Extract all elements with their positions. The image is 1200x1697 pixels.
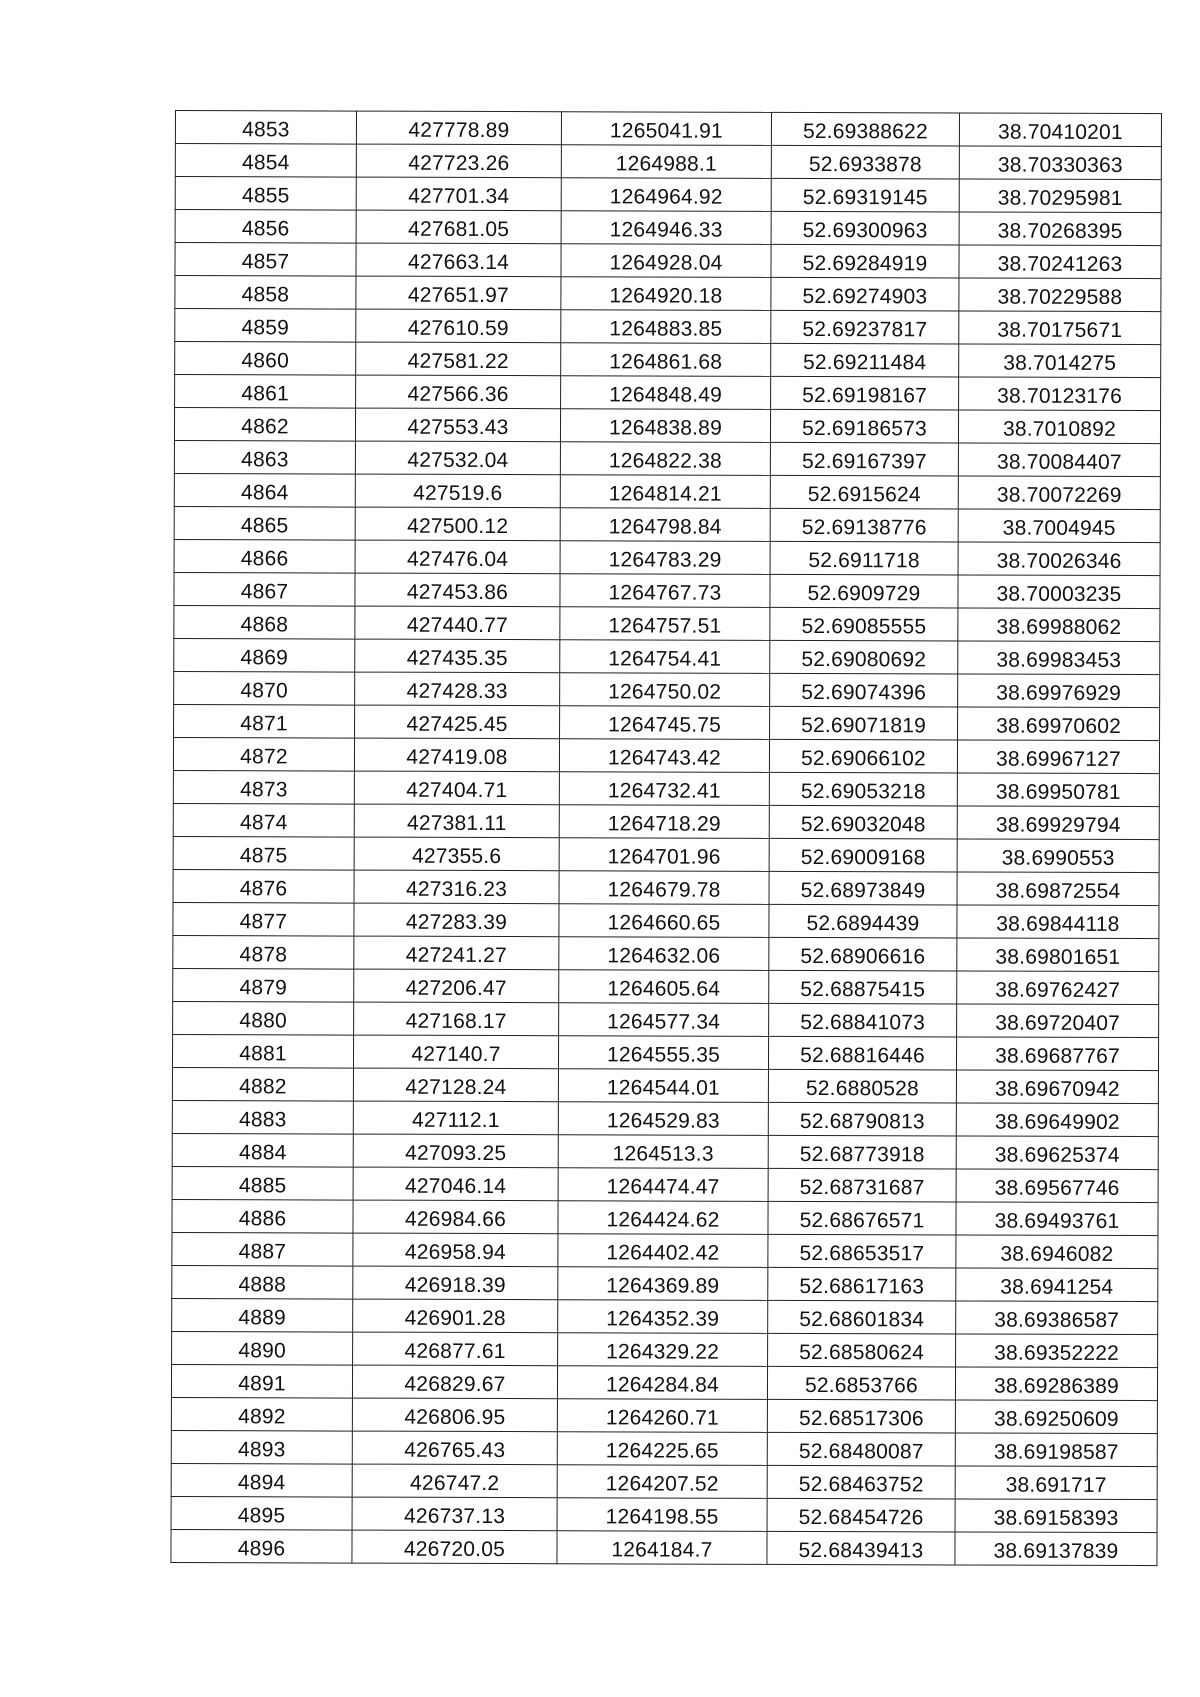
y-coordinate-cell: 1264920.18 [561,277,771,311]
latitude-cell: 52.69211484 [771,343,959,377]
latitude-cell: 52.68790813 [768,1102,956,1136]
y-coordinate-cell: 1264329.22 [558,1333,768,1367]
longitude-cell: 38.691717 [955,1466,1157,1500]
table-row [173,803,1159,839]
longitude-cell: 38.69649902 [956,1103,1158,1137]
longitude-cell: 38.69198587 [955,1433,1157,1467]
table-row [172,1298,1158,1334]
latitude-cell: 52.69071819 [770,706,958,740]
latitude-cell: 52.6909729 [770,574,958,608]
table-row [173,869,1159,905]
longitude-cell: 38.70003235 [958,575,1160,609]
point-number-cell: 4875 [173,836,354,870]
y-coordinate-cell: 1264660.65 [559,904,769,938]
table-row [175,342,1161,378]
table-row [173,968,1159,1004]
table-row [172,1100,1158,1136]
y-coordinate-cell: 1264260.71 [557,1399,767,1433]
latitude-cell: 52.69300963 [771,211,959,245]
latitude-cell: 52.68875415 [769,970,957,1004]
y-coordinate-cell: 1264225.65 [557,1432,767,1466]
x-coordinate-cell: 427128.24 [353,1068,558,1102]
coordinates-table-body [171,111,1162,1566]
longitude-cell: 38.69386587 [956,1301,1158,1335]
x-coordinate-cell: 426918.39 [353,1266,558,1300]
longitude-cell: 38.69625374 [956,1136,1158,1170]
point-number-cell: 4877 [173,902,354,936]
x-coordinate-cell: 427519.6 [355,474,560,508]
x-coordinate-cell: 426984.66 [353,1200,558,1234]
x-coordinate-cell: 427681.05 [356,210,561,244]
latitude-cell: 52.69198167 [771,376,959,410]
x-coordinate-cell: 427428.33 [355,672,560,706]
table-row [172,1034,1158,1070]
table-row [173,902,1159,938]
latitude-cell: 52.69138776 [770,508,958,542]
longitude-cell: 38.69137839 [955,1532,1157,1566]
point-number-cell: 4860 [175,342,356,376]
point-number-cell: 4888 [172,1265,353,1299]
y-coordinate-cell: 1264946.33 [561,211,771,245]
latitude-cell: 52.69085555 [770,607,958,641]
table-row [175,177,1161,213]
point-number-cell: 4876 [173,869,354,903]
table-row [175,210,1161,246]
latitude-cell: 52.68653517 [768,1234,956,1268]
x-coordinate-cell: 427404.71 [354,771,559,805]
point-number-cell: 4887 [172,1232,353,1266]
table-row [173,737,1159,773]
point-number-cell: 4865 [174,506,355,540]
latitude-cell: 52.69053218 [769,772,957,806]
latitude-cell: 52.68773918 [768,1135,956,1169]
point-number-cell: 4868 [174,605,355,639]
y-coordinate-cell: 1264184.7 [557,1531,767,1565]
y-coordinate-cell: 1264555.35 [558,1036,768,1070]
table-row [171,1364,1157,1400]
table-row [174,408,1160,444]
longitude-cell: 38.69158393 [955,1499,1157,1533]
latitude-cell: 52.6911718 [770,541,958,575]
longitude-cell: 38.69983453 [958,641,1160,675]
table-row [175,276,1161,312]
point-number-cell: 4881 [172,1034,353,1068]
latitude-cell: 52.69284919 [771,244,959,278]
longitude-cell: 38.70241263 [959,245,1161,279]
y-coordinate-cell: 1264284.84 [557,1366,767,1400]
y-coordinate-cell: 1264754.41 [560,640,770,674]
x-coordinate-cell: 427206.47 [354,969,559,1003]
table-row [174,638,1160,674]
latitude-cell: 52.69319145 [771,178,959,212]
table-row [172,1166,1158,1202]
longitude-cell: 38.69872554 [957,872,1159,906]
table-row [174,671,1160,707]
x-coordinate-cell: 426958.94 [353,1233,558,1267]
longitude-cell: 38.69250609 [955,1400,1157,1434]
latitude-cell: 52.69032048 [769,805,957,839]
latitude-cell: 52.68906616 [769,937,957,971]
table-row [174,539,1160,575]
table-row [175,309,1161,345]
y-coordinate-cell: 1265041.91 [561,112,771,146]
x-coordinate-cell: 426901.28 [353,1299,558,1333]
latitude-cell: 52.68731687 [768,1168,956,1202]
latitude-cell: 52.6880528 [768,1069,956,1103]
x-coordinate-cell: 427581.22 [356,342,561,376]
point-number-cell: 4892 [171,1397,352,1431]
y-coordinate-cell: 1264402.42 [558,1234,768,1268]
y-coordinate-cell: 1264798.84 [560,508,770,542]
point-number-cell: 4862 [174,408,355,442]
longitude-cell: 38.7004945 [958,509,1160,543]
y-coordinate-cell: 1264861.68 [561,343,771,377]
point-number-cell: 4882 [172,1067,353,1101]
y-coordinate-cell: 1264988.1 [561,145,771,179]
longitude-cell: 38.70295981 [959,179,1161,213]
x-coordinate-cell: 427435.35 [355,639,560,673]
y-coordinate-cell: 1264964.92 [561,178,771,212]
point-number-cell: 4890 [172,1331,353,1365]
longitude-cell: 38.69988062 [958,608,1160,642]
point-number-cell: 4880 [173,1001,354,1035]
longitude-cell: 38.6990553 [957,839,1159,873]
y-coordinate-cell: 1264544.01 [558,1069,768,1103]
latitude-cell: 52.6915624 [770,475,958,509]
point-number-cell: 4861 [175,375,356,409]
x-coordinate-cell: 427566.36 [356,375,561,409]
x-coordinate-cell: 427046.14 [353,1167,558,1201]
x-coordinate-cell: 427425.45 [355,705,560,739]
point-number-cell: 4883 [172,1100,353,1134]
point-number-cell: 4869 [174,638,355,672]
point-number-cell: 4858 [175,276,356,310]
point-number-cell: 4870 [174,671,355,705]
point-number-cell: 4874 [173,803,354,837]
y-coordinate-cell: 1264928.04 [561,244,771,278]
table-row [172,1067,1158,1103]
point-number-cell: 4884 [172,1133,353,1167]
point-number-cell: 4853 [175,111,356,145]
y-coordinate-cell: 1264767.73 [560,574,770,608]
table-row [175,111,1161,147]
longitude-cell: 38.69567746 [956,1169,1158,1203]
x-coordinate-cell: 427778.89 [356,111,561,145]
table-row [171,1529,1157,1565]
longitude-cell: 38.69844118 [957,905,1159,939]
x-coordinate-cell: 427241.27 [354,936,559,970]
x-coordinate-cell: 426765.43 [352,1431,557,1465]
longitude-cell: 38.70084407 [958,443,1160,477]
longitude-cell: 38.7014275 [959,344,1161,378]
y-coordinate-cell: 1264822.38 [560,442,770,476]
latitude-cell: 52.68454726 [767,1498,955,1532]
longitude-cell: 38.6946082 [956,1235,1158,1269]
point-number-cell: 4863 [174,440,355,474]
y-coordinate-cell: 1264757.51 [560,607,770,641]
table-row [172,1265,1158,1301]
x-coordinate-cell: 427355.6 [354,837,559,871]
y-coordinate-cell: 1264743.42 [559,739,769,773]
x-coordinate-cell: 427093.25 [353,1134,558,1168]
y-coordinate-cell: 1264783.29 [560,541,770,575]
longitude-cell: 38.70123176 [959,377,1161,411]
longitude-cell: 38.69762427 [957,971,1159,1005]
latitude-cell: 52.68580624 [768,1333,956,1367]
x-coordinate-cell: 427381.11 [354,804,559,838]
table-row [174,605,1160,641]
latitude-cell: 52.68617163 [768,1267,956,1301]
latitude-cell: 52.69388622 [771,112,959,146]
longitude-cell: 38.7010892 [958,410,1160,444]
point-number-cell: 4857 [175,243,356,277]
point-number-cell: 4886 [172,1199,353,1233]
point-number-cell: 4889 [172,1298,353,1332]
latitude-cell: 52.68676571 [768,1201,956,1235]
y-coordinate-cell: 1264424.62 [558,1201,768,1235]
x-coordinate-cell: 427168.17 [354,1002,559,1036]
latitude-cell: 52.69066102 [769,739,957,773]
coordinates-table [170,110,1162,1566]
y-coordinate-cell: 1264745.75 [560,706,770,740]
x-coordinate-cell: 426720.05 [352,1530,557,1564]
point-number-cell: 4871 [174,704,355,738]
x-coordinate-cell: 427610.59 [356,309,561,343]
longitude-cell: 38.70175671 [959,311,1161,345]
x-coordinate-cell: 426737.13 [352,1497,557,1531]
y-coordinate-cell: 1264207.52 [557,1465,767,1499]
longitude-cell: 38.70410201 [959,113,1161,147]
latitude-cell: 52.69074396 [770,673,958,707]
longitude-cell: 38.69929794 [957,806,1159,840]
table-row [172,1331,1158,1367]
point-number-cell: 4894 [171,1463,352,1497]
x-coordinate-cell: 427500.12 [355,507,560,541]
x-coordinate-cell: 427453.86 [355,573,560,607]
x-coordinate-cell: 427663.14 [356,243,561,277]
y-coordinate-cell: 1264632.06 [559,937,769,971]
table-row [171,1496,1157,1532]
point-number-cell: 4879 [173,968,354,1002]
latitude-cell: 52.68439413 [767,1531,955,1565]
latitude-cell: 52.68463752 [767,1465,955,1499]
longitude-cell: 38.6941254 [956,1268,1158,1302]
x-coordinate-cell: 427316.23 [354,870,559,904]
longitude-cell: 38.70229588 [959,278,1161,312]
y-coordinate-cell: 1264352.39 [558,1300,768,1334]
longitude-cell: 38.69950781 [957,773,1159,807]
y-coordinate-cell: 1264732.41 [559,772,769,806]
table-row [172,1133,1158,1169]
y-coordinate-cell: 1264198.55 [557,1498,767,1532]
table-row [174,440,1160,476]
point-number-cell: 4885 [172,1166,353,1200]
table-row [174,473,1160,509]
x-coordinate-cell: 426877.61 [353,1332,558,1366]
x-coordinate-cell: 427140.7 [353,1035,558,1069]
point-number-cell: 4896 [171,1529,352,1563]
longitude-cell: 38.70268395 [959,212,1161,246]
y-coordinate-cell: 1264679.78 [559,871,769,905]
table-row [174,572,1160,608]
point-number-cell: 4872 [173,737,354,771]
table-row [173,836,1159,872]
longitude-cell: 38.69976929 [958,674,1160,708]
y-coordinate-cell: 1264369.89 [558,1267,768,1301]
table-row [173,935,1159,971]
longitude-cell: 38.69687767 [956,1037,1158,1071]
latitude-cell: 52.69237817 [771,310,959,344]
latitude-cell: 52.6894439 [769,904,957,938]
x-coordinate-cell: 426747.2 [352,1464,557,1498]
x-coordinate-cell: 427532.04 [355,441,560,475]
y-coordinate-cell: 1264577.34 [559,1003,769,1037]
point-number-cell: 4859 [175,309,356,343]
longitude-cell: 38.69670942 [956,1070,1158,1104]
x-coordinate-cell: 427440.77 [355,606,560,640]
x-coordinate-cell: 427723.26 [356,144,561,178]
x-coordinate-cell: 427651.97 [356,276,561,310]
table-row [171,1463,1157,1499]
table-row [175,243,1161,279]
longitude-cell: 38.69970602 [958,707,1160,741]
latitude-cell: 52.68601834 [768,1300,956,1334]
table-row [174,704,1160,740]
latitude-cell: 52.69167397 [770,442,958,476]
longitude-cell: 38.69967127 [957,740,1159,774]
y-coordinate-cell: 1264750.02 [560,673,770,707]
y-coordinate-cell: 1264718.29 [559,805,769,839]
point-number-cell: 4867 [174,572,355,606]
y-coordinate-cell: 1264883.85 [561,310,771,344]
table-row [172,1199,1158,1235]
x-coordinate-cell: 427112.1 [353,1101,558,1135]
longitude-cell: 38.70330363 [959,146,1161,180]
x-coordinate-cell: 427553.43 [355,408,560,442]
y-coordinate-cell: 1264513.3 [558,1135,768,1169]
y-coordinate-cell: 1264529.83 [558,1102,768,1136]
table-row [171,1397,1157,1433]
x-coordinate-cell: 426829.67 [352,1365,557,1399]
longitude-cell: 38.69720407 [957,1004,1159,1038]
table-row [172,1232,1158,1268]
longitude-cell: 38.69286389 [955,1367,1157,1401]
point-number-cell: 4893 [171,1430,352,1464]
latitude-cell: 52.69274903 [771,277,959,311]
latitude-cell: 52.69186573 [770,409,958,443]
longitude-cell: 38.69493761 [956,1202,1158,1236]
latitude-cell: 52.69009168 [769,838,957,872]
longitude-cell: 38.69352222 [956,1334,1158,1368]
y-coordinate-cell: 1264701.96 [559,838,769,872]
table-row [174,506,1160,542]
table-row [175,375,1161,411]
latitude-cell: 52.69080692 [770,640,958,674]
x-coordinate-cell: 427283.39 [354,903,559,937]
point-number-cell: 4873 [173,770,354,804]
x-coordinate-cell: 427419.08 [354,738,559,772]
latitude-cell: 52.6853766 [767,1366,955,1400]
table-row [173,770,1159,806]
longitude-cell: 38.69801651 [957,938,1159,972]
point-number-cell: 4878 [173,935,354,969]
longitude-cell: 38.70026346 [958,542,1160,576]
y-coordinate-cell: 1264474.47 [558,1168,768,1202]
y-coordinate-cell: 1264848.49 [561,376,771,410]
latitude-cell: 52.68816446 [768,1036,956,1070]
point-number-cell: 4856 [175,210,356,244]
point-number-cell: 4866 [174,539,355,573]
table-row [171,1430,1157,1466]
latitude-cell: 52.68517306 [767,1399,955,1433]
point-number-cell: 4854 [175,144,356,178]
y-coordinate-cell: 1264838.89 [560,409,770,443]
y-coordinate-cell: 1264605.64 [559,970,769,1004]
table-row [173,1001,1159,1037]
latitude-cell: 52.68480087 [767,1432,955,1466]
latitude-cell: 52.68841073 [769,1003,957,1037]
y-coordinate-cell: 1264814.21 [560,475,770,509]
point-number-cell: 4855 [175,177,356,211]
x-coordinate-cell: 427476.04 [355,540,560,574]
longitude-cell: 38.70072269 [958,476,1160,510]
table-row [175,144,1161,180]
x-coordinate-cell: 426806.95 [352,1398,557,1432]
latitude-cell: 52.6933878 [771,145,959,179]
point-number-cell: 4864 [174,473,355,507]
x-coordinate-cell: 427701.34 [356,177,561,211]
point-number-cell: 4891 [171,1364,352,1398]
point-number-cell: 4895 [171,1496,352,1530]
latitude-cell: 52.68973849 [769,871,957,905]
